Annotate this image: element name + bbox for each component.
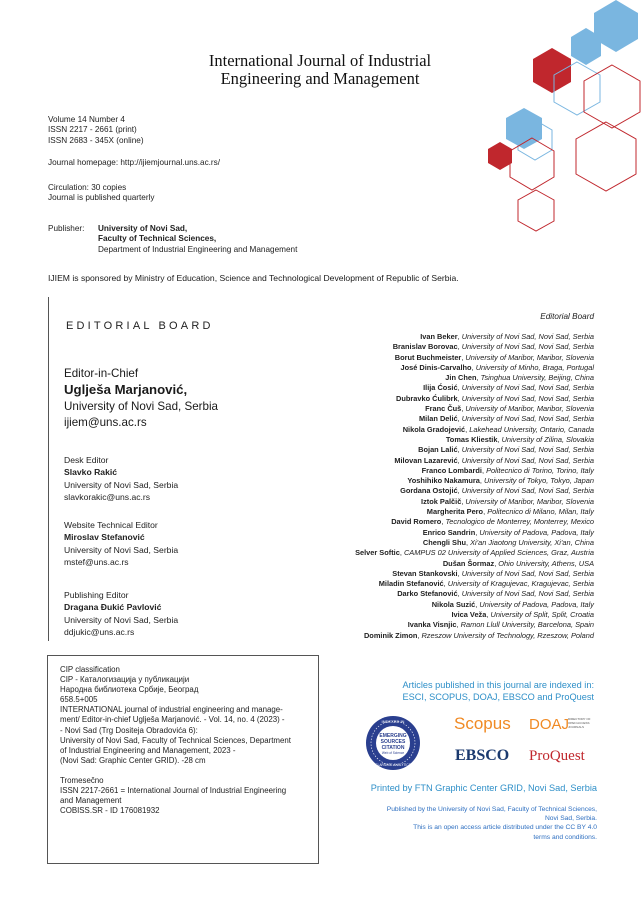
cip-line: ISSN 2217-2661 = International Journal of Industrial Engineering [60,786,287,796]
website-editor-name: Miroslav Stefanović [64,532,145,543]
hexagon-outline-red-right [576,122,636,191]
publisher-values [98,224,297,255]
publisher-faculty: Faculty of Technical Sciences, [98,234,217,244]
cip-line: 658.5+005 [60,695,98,705]
member-row: Borut Buchmeister, University of Maribor, Maribor, Slovenia [394,352,594,362]
circulation: Circulation: 30 copies [48,183,127,192]
member-row: Selver Softic, CAMPUS 02 University of Applied Sciences, Graz, Austria [355,548,594,558]
editor-in-chief-name: Uglješa Marjanović, [64,382,188,398]
hexagon-red-large [533,48,571,93]
publisher-label: Publisher: [48,224,85,233]
svg-text:EMERGING: EMERGING [379,733,407,739]
publishing-editor-name: Dragana Đukić Pavlović [64,602,162,613]
editorial-divider-line [48,297,49,641]
member-row: Branislav Borovac, University of Novi Sad, Novi Sad, Serbia [392,342,594,352]
indexing-line2: ESCI, SCOPUS, DOAJ, EBSCO and ProQuest [402,691,594,702]
publishing-editor-email[interactable]: ddjukic@uns.ac.rs [64,627,135,638]
member-row: Gordana Ostojić, University of Novi Sad, Novi Sad, Serbia [400,486,594,496]
publication-frequency: Journal is published quarterly [48,193,155,203]
esci-logo [366,716,420,770]
journal-title-line1: International Journal of Industrial [208,51,432,70]
scopus-logo: Scopus [454,714,511,733]
issn-print: ISSN 2217 - 2661 (print) [48,125,137,135]
desk-editor-role: Desk Editor [64,455,109,465]
svg-text:JOURNALS: JOURNALS [568,725,585,729]
member-row: Enrico Sandrin, University of Padova, Padova, Italy [422,527,594,537]
editor-in-chief-role: Editor-in-Chief [64,367,139,380]
hexagon-red-small [488,142,512,170]
editor-in-chief-affiliation: University of Novi Sad, Serbia [64,399,219,413]
svg-text:CLARIVATE ANALYTICS: CLARIVATE ANALYTICS [375,763,411,767]
indexing-note [402,680,594,703]
member-row: Yoshihiko Nakamura, University of Tokyo, Tokyo, Japan [407,476,594,486]
publishing-editor-block [64,589,178,639]
publisher-university: University of Novi Sad, [98,224,188,233]
sponsor-note: IJIEM is sponsored by Ministry of Education, Science and Technological Development of Republic of Serbia. [48,273,459,283]
svg-text:CITATION: CITATION [381,745,405,751]
editorial-board-members [355,332,594,641]
journal-meta [48,115,144,146]
published-line2: Novi Sad, Serbia. [544,815,597,823]
svg-text:DIRECTORY OF: DIRECTORY OF [568,717,591,721]
member-row: Ivanka Visnjic, Ramon Llull University, Barcelona, Spain [407,620,594,630]
member-row: Miladin Stefanović, University of Kragujevac, Kragujevac, Serbia [378,579,594,589]
issn-online: ISSN 2683 - 345X (online) [48,135,144,145]
desk-editor-affiliation: University of Novi Sad, Serbia [64,479,179,490]
member-row: Dominik Zimon, Rzeszow University of Technology, Rzeszow, Poland [363,630,594,640]
publisher-department: Department of Industrial Engineering and Management [98,244,298,254]
cip-line: and Management [60,796,122,806]
journal-title-line2: Engineering and Management [220,69,420,88]
member-row: David Romero, Tecnologico de Monterrey, Monterrey, Mexico [391,517,594,527]
cip-line: - Novi Sad (Trg Dositeja Obradovića 6): [60,725,198,735]
journal-homepage[interactable]: Journal homepage: http://ijiemjournal.uns.ac.rs/ [48,158,221,167]
volume-number: Volume 14 Number 4 [48,115,125,124]
desk-editor-block [64,454,178,504]
hexagon-outline-red-top [584,65,640,128]
circulation-info [48,183,155,204]
hexagon-outline-red-bottom [518,190,554,231]
cip-line: CIP - Каталогизација у публикацији [60,675,190,685]
member-row: Iztok Palčič, University of Maribor, Maribor, Slovenia [421,496,594,506]
publishing-editor-affiliation: University of Novi Sad, Serbia [64,614,179,625]
member-row: Nikola Gradojević, Lakehead University, Ontario, Canada [402,424,594,434]
member-row: Milan Delić, University of Novi Sad, Novi Sad, Serbia [419,414,594,424]
printed-by: Printed by FTN Graphic Center GRID, Novi Sad, Serbia [370,783,597,793]
member-row: Ilija Ćosić, University of Novi Sad, Novi Sad, Serbia [423,383,594,393]
cip-line: University of Novi Sad, Faculty of Technical Sciences, Department [60,735,291,745]
member-row: Jin Chen, Tsinghua University, Beijing, China [445,373,594,383]
editorial-board-heading: EDITORIAL BOARD [66,320,214,332]
member-row: Milovan Lazarević, University of Novi Sad, Novi Sad, Serbia [394,455,594,465]
website-editor-block [64,519,178,569]
hexagon-decoration [480,0,641,240]
svg-text:SOURCES: SOURCES [380,739,406,745]
desk-editor-name: Slavko Rakić [64,467,118,478]
svg-text:OPEN ACCESS: OPEN ACCESS [568,721,590,725]
member-row: Dubravko Ćulibrk, University of Novi Sad, Novi Sad, Serbia [396,393,594,403]
member-row: Ivan Beker, University of Novi Sad, Novi Sad, Serbia [420,332,594,341]
doaj-logo [529,716,591,733]
member-row: Margherita Pero, Politecnico di Milano, Milan, Italy [426,507,594,517]
website-editor-email[interactable]: mstef@uns.ac.rs [64,557,129,568]
proquest-logo: ProQuest [529,748,585,764]
cip-line: ment/ Editor-in-chief Uglješa Marjanović. - Vol. 14, no. 4 (2023) - [60,715,285,725]
member-row: José Dinis-Carvalho, University of Minho, Braga, Portugal [400,362,594,372]
editor-in-chief-block [64,366,218,432]
member-row: Franc Čuš, University of Maribor, Maribor, Slovenia [425,404,594,414]
editorial-board-subheading: Editorial Board [540,312,594,321]
svg-text:DOAJ: DOAJ [529,716,570,733]
cip-line: COBISS.SR - ID 176081932 [60,806,160,816]
published-line1: Published by the University of Novi Sad, Faculty of Technical Sciences, [386,806,597,813]
cip-line: (Novi Sad: Graphic Center GRID). -28 cm [60,755,206,765]
license-line1: This is an open access article distributed under the CC BY 4.0 [413,824,597,832]
indexing-logos [366,710,596,778]
member-row: Bojan Lalić, University of Novi Sad, Novi Sad, Serbia [418,445,594,455]
publishing-editor-role: Publishing Editor [64,590,129,600]
hexagon-outline-red-mid [510,138,554,190]
cip-line: INTERNATIONAL journal of industrial engineering and manage- [60,705,283,715]
cip-classification-box [47,655,319,864]
member-row: Dušan Šormaz, Ohio University, Athens, USA [442,558,594,568]
cip-line: Tromesečno [60,775,104,785]
member-row: Nikola Suzić, University of Padova, Padova, Italy [431,599,594,609]
cip-line: Народна библиотека Србије, Београд [60,685,199,695]
member-row: Ivica Veža, University of Split, Split, Croatia [451,610,594,620]
license-line2: terms and conditions. [533,833,597,841]
website-editor-role: Website Technical Editor [64,520,158,530]
member-row: Chengli Shu, Xi'an Jiaotong University, Xi'an, China [422,537,594,547]
member-row: Franco Lombardi, Politecnico di Torino, Torino, Italy [421,465,594,475]
member-row: Tomas Kliestik, University of Zilina, Slovakia [445,434,594,444]
desk-editor-email[interactable]: slavkorakic@uns.ac.rs [64,492,151,503]
member-row: Stevan Stankovski, University of Novi Sad, Novi Sad, Serbia [392,568,594,578]
journal-title [150,52,490,88]
cip-line: of Industrial Engineering and Management, 2023 - [60,745,236,755]
ebsco-logo: EBSCO [455,747,510,764]
member-row: Darko Stefanović, University of Novi Sad, Novi Sad, Serbia [397,589,594,599]
indexing-line1: Articles published in this journal are indexed in: [402,680,594,690]
svg-text:INDEXED IN: INDEXED IN [381,719,405,724]
editor-in-chief-email[interactable]: ijiem@uns.ac.rs [64,416,147,430]
published-note [337,805,597,842]
cip-line: CIP classification [60,665,120,674]
website-editor-affiliation: University of Novi Sad, Serbia [64,544,179,555]
svg-text:Web of Science: Web of Science [381,751,405,755]
